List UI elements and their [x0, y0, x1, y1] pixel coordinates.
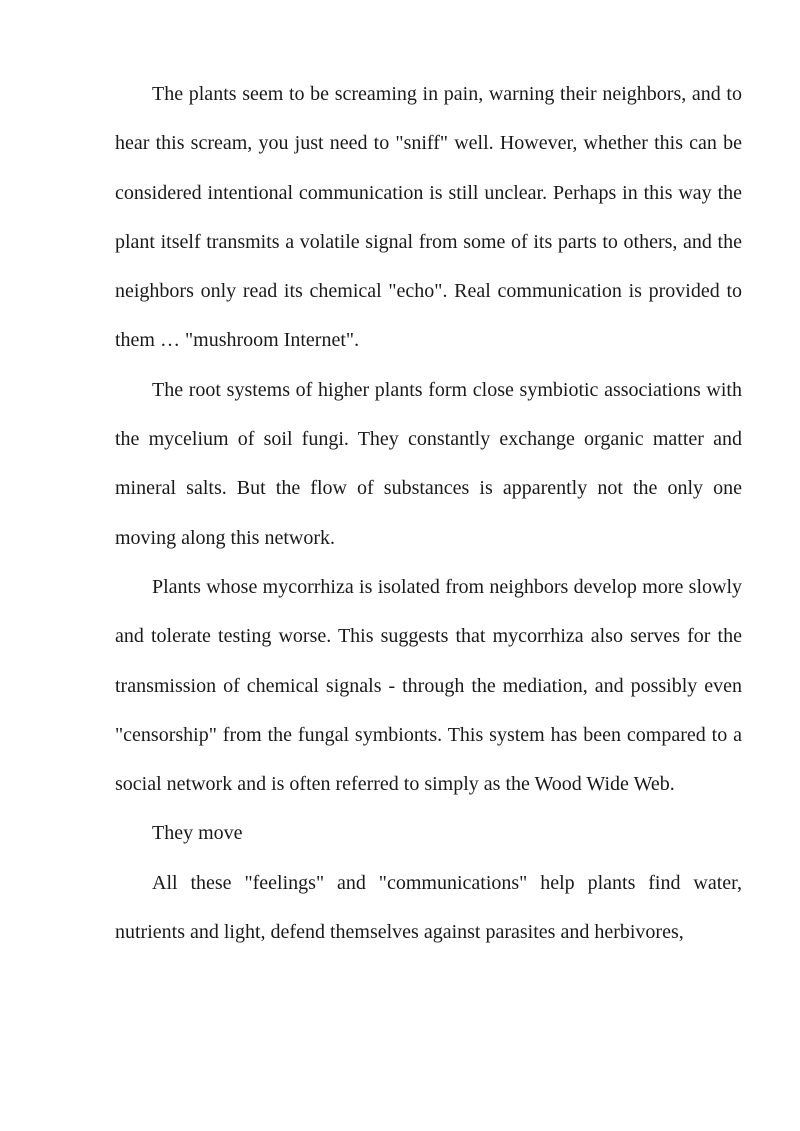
section-heading-they-move: They move — [152, 822, 243, 845]
document-body — [115, 70, 742, 957]
paragraph-feelings-communications: All these "feelings" and "communications" help plants find water, nutrients and light, defend themselves against parasites and herbivores, — [115, 871, 742, 944]
paragraph-mycorrhiza: Plants whose mycorrhiza is isolated from neighbors develop more slowly and tolerate testing worse. This suggests that mycorrhiza also serves for the transmission of chemical signals - through the mediation, and possibly even "censorship" from the fungal symbionts. This system has been compared to a social network and is often referred to simply as the Wood Wide Web. — [115, 575, 742, 796]
paragraph-root-systems: The root systems of higher plants form close symbiotic associations with the mycelium of soil fungi. They constantly exchange organic matter and mineral salts. But the flow of substances is apparently not the only one moving along this network. — [115, 378, 742, 549]
paragraph-plants-screaming: The plants seem to be screaming in pain, warning their neighbors, and to hear this scream, you just need to "sniff" well. However, whether this can be considered intentional communication is still unclear. Perhaps in this way the plant itself transmits a volatile signal from some of its parts to others, and the neighbors only read its chemical "echo". Real communication is provided to them … "mushroom Internet". — [115, 83, 742, 352]
